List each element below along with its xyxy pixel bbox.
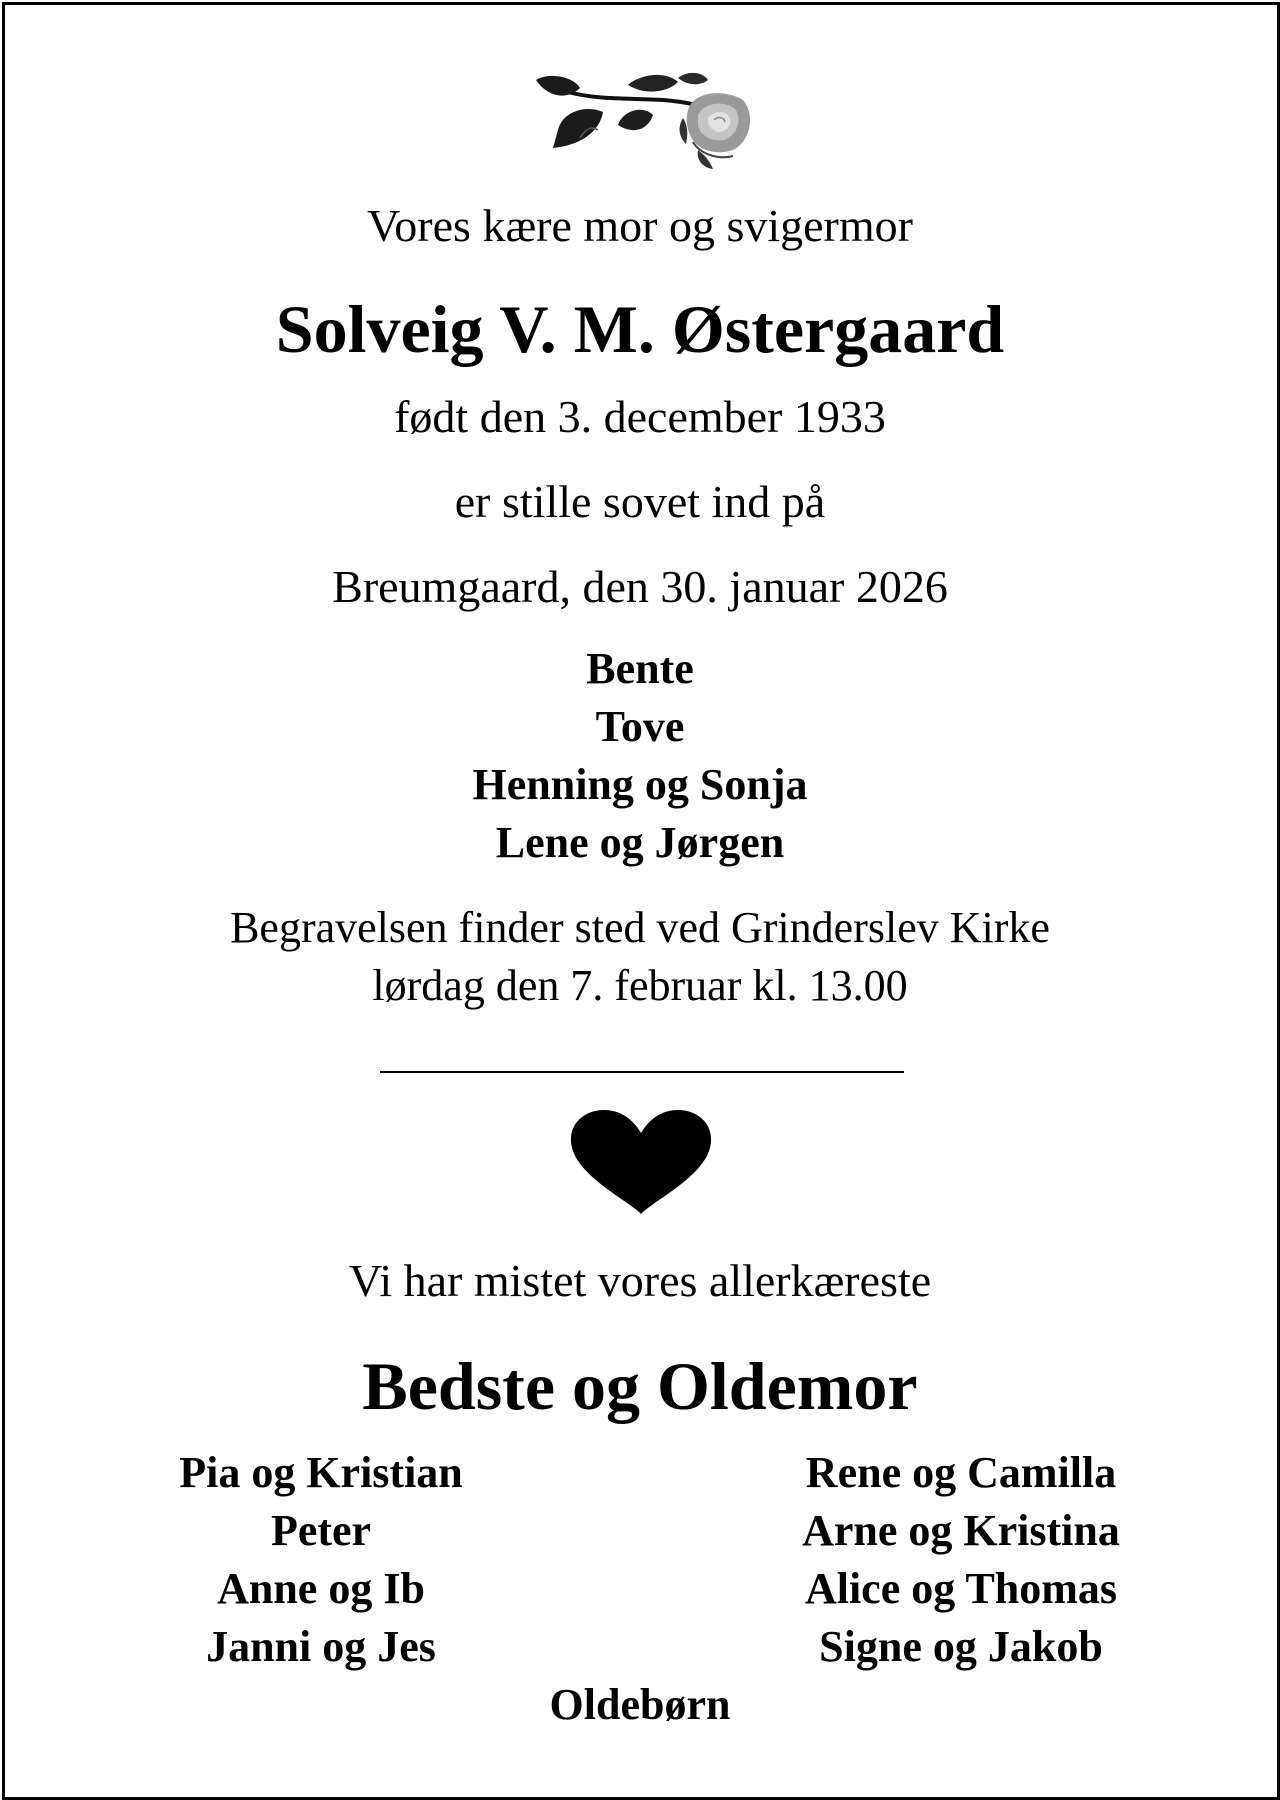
child-name: Henning og Sonja <box>472 760 808 809</box>
child-name: Bente <box>586 644 694 693</box>
intro-text: Vores kære mor og svigermor <box>367 200 913 251</box>
child-name: Lene og Jørgen <box>495 818 785 867</box>
place-and-date: Breumgaard, den 30. januar 2026 <box>332 561 948 612</box>
grandchild-name: Peter <box>270 1506 372 1555</box>
child-name: Tove <box>595 702 685 751</box>
deceased-name: Solveig V. M. Østergaard <box>275 291 1005 367</box>
grandchild-name: Signe og Jakob <box>819 1622 1103 1671</box>
birth-date: født den 3. december 1933 <box>394 391 886 442</box>
funeral-time: lørdag den 7. februar kl. 13.00 <box>372 961 908 1010</box>
grandchild-name: Arne og Kristina <box>802 1506 1120 1555</box>
rose-icon <box>528 70 758 170</box>
passed-text: er stille sovet ind på <box>454 476 826 527</box>
children-list <box>0 640 1280 872</box>
grandchild-name: Janni og Jes <box>206 1622 436 1671</box>
grandchild-name: Anne og Ib <box>217 1564 425 1613</box>
funeral-location: Begravelsen finder sted ved Grinderslev Kirke <box>230 903 1050 952</box>
grandchild-name: Rene og Camilla <box>805 1448 1117 1497</box>
second-intro-text: Vi har mistet vores allerkæreste <box>348 1255 932 1306</box>
great-grandchildren: Oldebørn <box>549 1680 731 1729</box>
grandchildren-left-column <box>91 1444 551 1676</box>
divider-line <box>380 1071 904 1073</box>
grandchildren-right-column <box>731 1444 1191 1676</box>
heart-icon <box>568 1108 714 1216</box>
funeral-info <box>0 899 1280 1015</box>
second-title: Bedste og Oldemor <box>362 1348 918 1424</box>
grandchild-name: Pia og Kristian <box>179 1448 463 1497</box>
grandchild-name: Alice og Thomas <box>804 1564 1118 1613</box>
